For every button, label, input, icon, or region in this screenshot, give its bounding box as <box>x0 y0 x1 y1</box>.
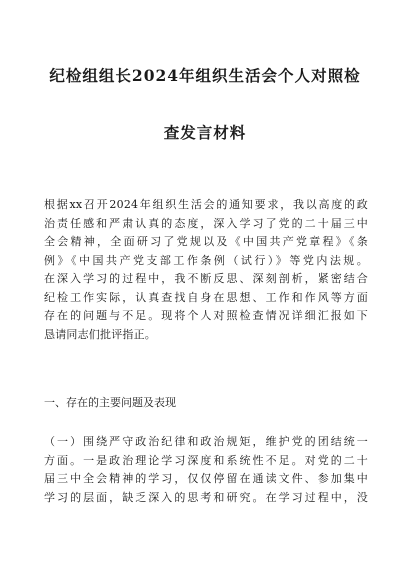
paragraph-line: 在深入学习的过程中，我不断反思、深刻剖析，紧密结合 <box>44 272 368 285</box>
paragraph-line: 根据xx召开2024年组织生活会的通知要求，我以高度的政 <box>44 198 368 211</box>
paragraph-line: 恳请同志们批评指正。 <box>44 327 156 341</box>
paragraph-line: 治责任感和严肃认真的态度，深入学习了党的二十届三中 <box>44 216 368 230</box>
section-heading: 一、存在的主要问题及表现 <box>44 396 176 409</box>
paragraph-line: 全会精神，全面研习了党规以及《中国共产党章程》《条 <box>44 235 368 248</box>
paragraph-line: 例》《中国共产党支部工作条例（试行）》等党内法规。 <box>44 253 368 267</box>
section-paragraph <box>44 433 368 507</box>
paragraph-line: 届三中全会精神的学习，仅仅停留在通读文件、参加集中 <box>44 472 368 485</box>
paragraph-line: 学习的层面，缺乏深入的思考和研究。在学习过程中，没 <box>44 490 368 504</box>
paragraph-line: 纪检工作实际，认真查找自身在思想、工作和作风等方面 <box>44 290 368 304</box>
paragraph-line: 存在的问题与不足。现将个人对照检查情况详细汇报如下 <box>44 309 368 322</box>
intro-paragraph <box>44 196 368 344</box>
document-title-line-1: 纪检组组长2024年组织生活会个人对照检 <box>49 66 361 85</box>
paragraph-line: （一）围绕严守政治纪律和政治规矩，维护党的团结统一 <box>44 435 368 448</box>
paragraph-line: 方面。一是政治理论学习深度和系统性不足。对党的二十 <box>44 453 368 467</box>
document-title-line-2: 查发言材料 <box>163 123 247 142</box>
